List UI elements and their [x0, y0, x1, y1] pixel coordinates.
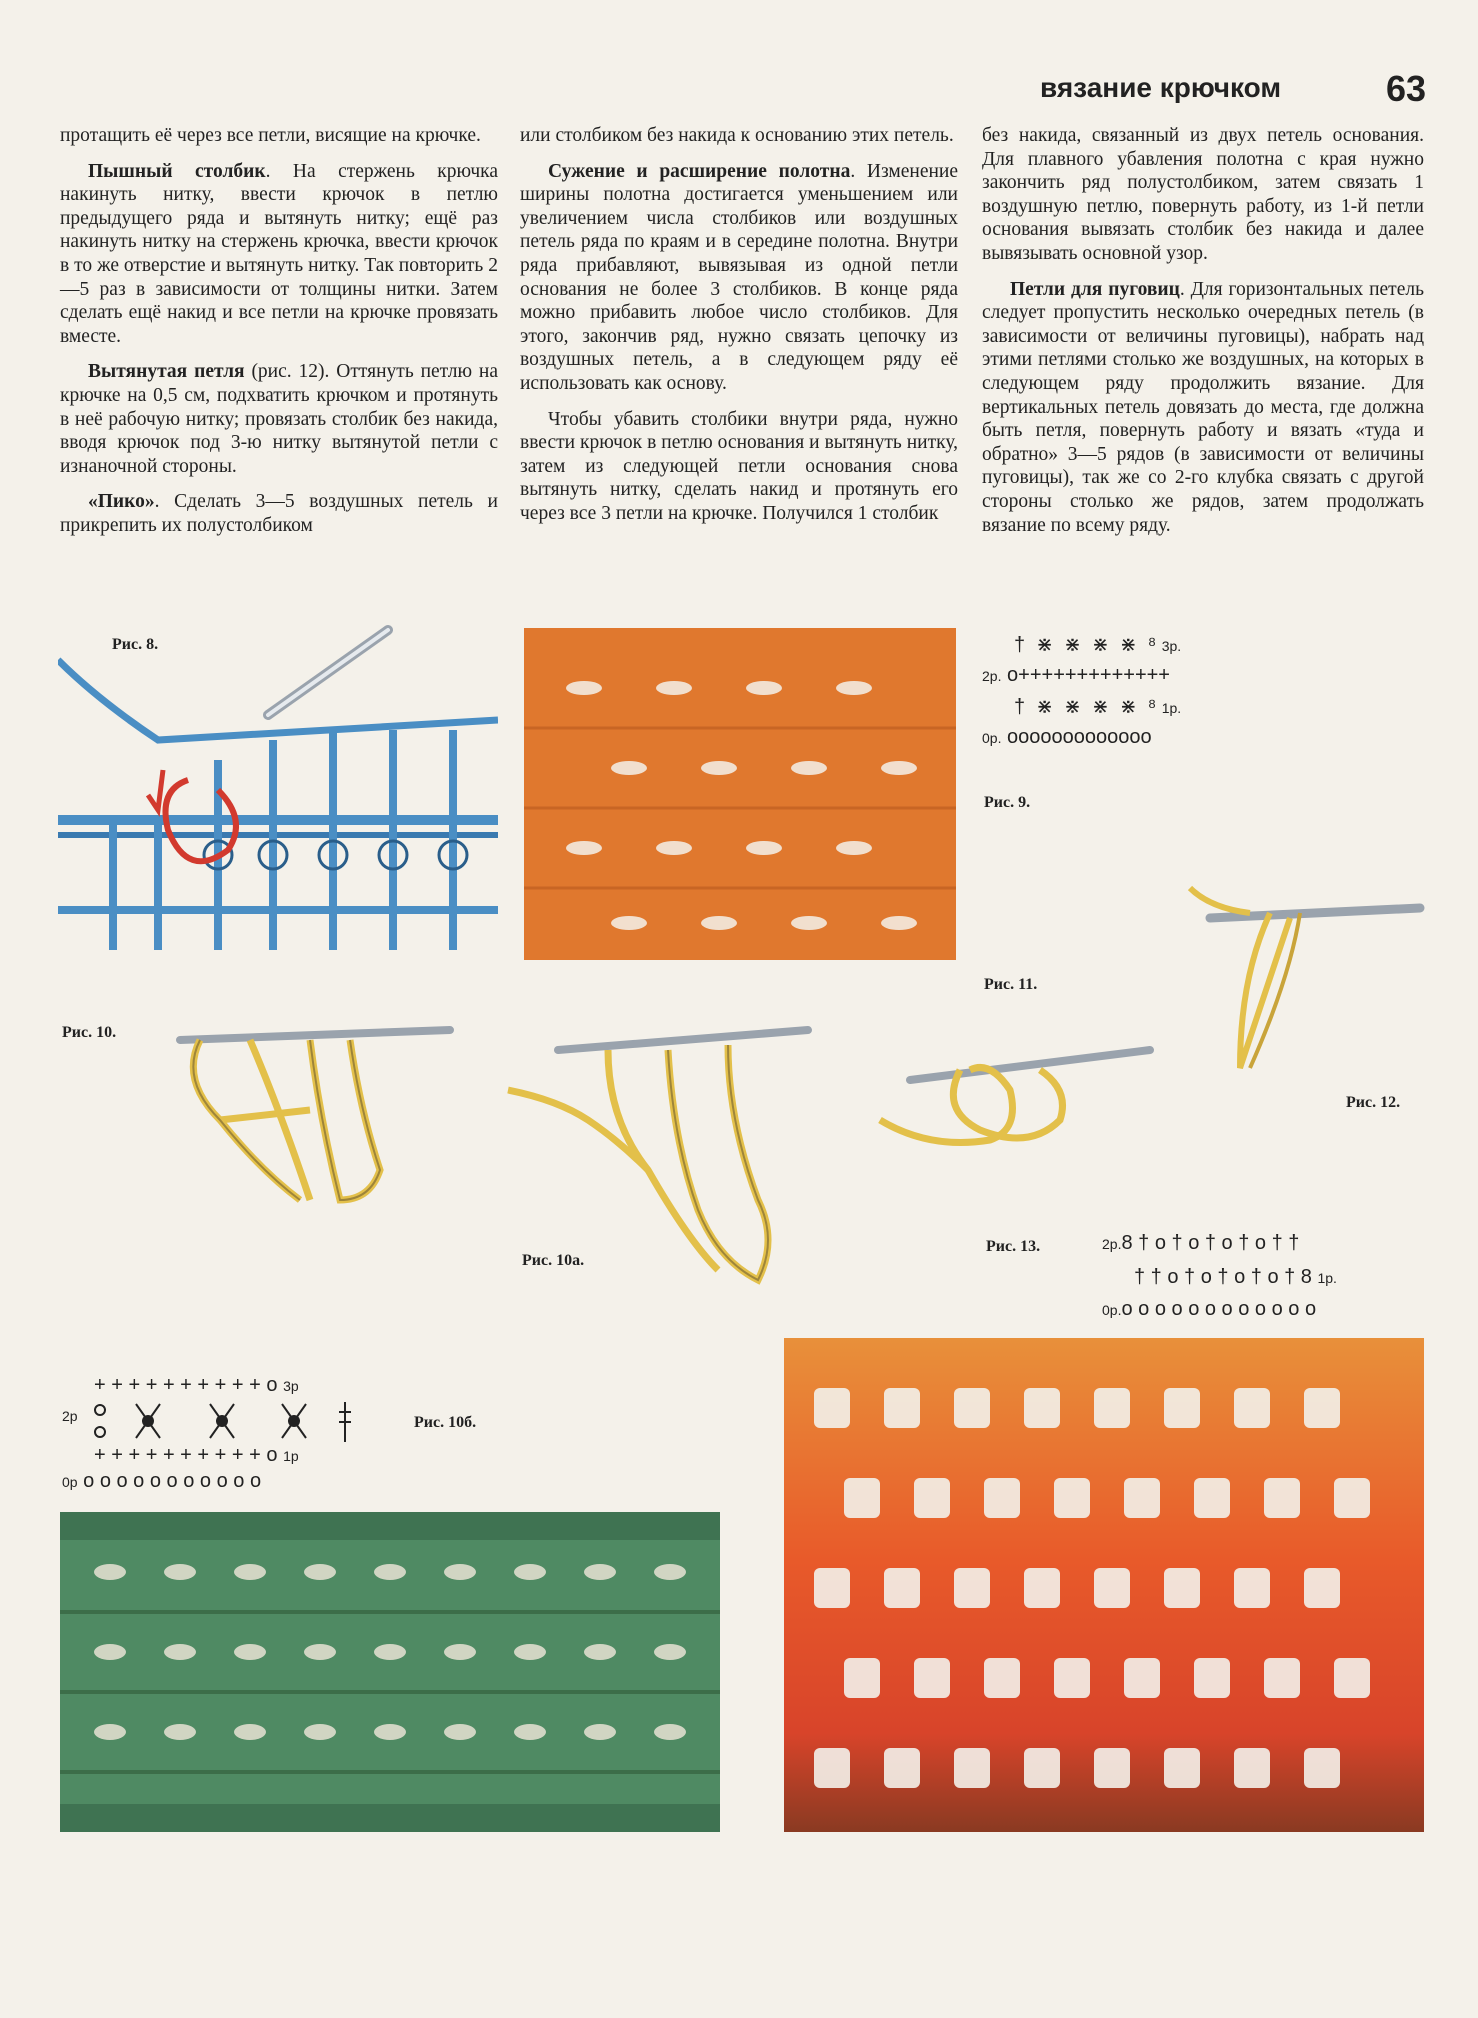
caption-fig9: Рис. 9.: [984, 794, 1031, 811]
paragraph: Петли для пуговиц. Для горизонтальных петель следует пропустить несколько очередных петель (в зависимости от величины пуговицы), набрать над этими петлями столько же воздушных, на которых в следующем ряду продолжить вязание. Для вертикальных петель довязать до места, где должна быть петля, повернуть работу и вязать «туда и обратно» 3—5 рядов (в зависимости от величины пуговицы), так же со 2-го клубка связать с другой стороны столько же рядов, затем продолжать вязание по всему ряду.: [982, 278, 1424, 536]
page-number: 63: [1386, 68, 1427, 109]
diagram9-row3: † ⋇ ⋇ ⋇ ⋇ ⁸ 3р.: [1014, 634, 1182, 656]
caption-fig8: Рис. 8.: [112, 636, 159, 653]
caption-fig11: Рис. 11.: [984, 976, 1038, 993]
red-swatch-photo: [784, 1338, 1424, 1832]
paragraph: Вытянутая петля (рис. 12). Оттянуть петлю на крючке на 0,5 см, подхватить крючком и протянуть в неё рабочую нитку; провязать столбик без накида, вводя крючок под 3-ю нитку вытянутой петли с изнаночной стороны.: [60, 361, 498, 477]
diagram13-row2: 2р.8 † o † o † o † o † †: [1102, 1232, 1300, 1254]
orange-swatch-photo: [524, 628, 956, 960]
diagram9-row0: 0р. ooooooooooooo: [982, 726, 1152, 748]
diagram10b-row0: 0р o o o o o o o o o o o: [62, 1470, 262, 1492]
paragraph: или столбиком без накида к основанию этих петель.: [520, 125, 954, 146]
diagram9-row2: 2р. o+++++++++++++: [982, 664, 1170, 686]
caption-fig10b: Рис. 10б.: [414, 1414, 477, 1431]
text-column-1: [60, 124, 498, 550]
paragraph: Сужение и расширение полотна. Изменение ширины полотна достигается уменьшением или увеличением числа столбиков или воздушных петель ряда по краям и в середине полотна. Внутри ряда прибавляют, вывязывая из одной петли основания не более 3 столбиков. В конце ряда можно прибавить любое число столбиков. Для этого, закончив ряд, нужно связать цепочку из воздушных петель, а в следующем ряду её использовать как основу.: [520, 160, 958, 394]
diagram13-row1: † † o † o † o † o † 8 1р.: [1134, 1266, 1337, 1288]
diagram10b-row1: + + + + + + + + + + o 1р: [94, 1444, 299, 1466]
diagram10b-row3: + + + + + + + + + + o 3р: [94, 1374, 299, 1396]
running-header-title: вязание крючком: [1040, 72, 1282, 103]
caption-fig12: Рис. 12.: [1346, 1094, 1401, 1111]
figure-10a-illustration: [498, 1000, 818, 1290]
text-column-3: [982, 124, 1424, 549]
diagram13-row0: 0р.o o o o o o o o o o o o: [1102, 1298, 1317, 1320]
text-column-2: [520, 124, 958, 538]
diagram9-row1: † ⋇ ⋇ ⋇ ⋇ ⁸ 1р.: [1014, 696, 1182, 718]
green-swatch-photo: [60, 1512, 720, 1832]
figure-12-illustration: [870, 1010, 1160, 1160]
paragraph: Чтобы убавить столбики внутри ряда, нужно ввести крючок в петлю основания и вытянуть нитку, затем из следующей петли основания снова вытянуть нитку, сделать накид и протянуть его через все 3 петли на крючке. Получился 1 столбик: [520, 408, 958, 524]
paragraph: без накида, связанный из двух петель основания. Для плавного убавления полотна с края нужно закончить ряд полустолбиком, затем связать 1 воздушную петлю, повернуть работу, из 1-й петли основания вывязать столбик без накида и далее вывязывать основной узор.: [982, 125, 1424, 264]
caption-fig10: Рис. 10.: [62, 1024, 117, 1041]
paragraph: протащить её через все петли, висящие на крючке.: [60, 125, 481, 146]
paragraph: «Пико». Сделать 3—5 воздушных петель и прикрепить их полустолбиком: [60, 491, 498, 536]
diagram10b-row2-label: 2р: [62, 1408, 78, 1424]
figure-8-illustration: [58, 620, 498, 960]
diagram10b-row2-symbols: [90, 1398, 380, 1444]
paragraph: Пышный столбик. На стержень крючка накинуть нитку, ввести крючок в петлю предыдущего ряда и вытянуть нитку; ещё раз накинуть нитку на стержень крючка, ввести крючок в то же отверстие и вытянуть нитку. Так повторить 2—5 раз в зависимости от толщины нитки. Затем сделать ещё накид и все петли на крючке провязать вместе.: [60, 160, 498, 347]
figure-10-illustration: [160, 1000, 460, 1230]
figure-11-illustration: [1180, 868, 1430, 1088]
caption-fig13: Рис. 13.: [986, 1238, 1041, 1255]
caption-fig10a: Рис. 10а.: [522, 1252, 585, 1269]
